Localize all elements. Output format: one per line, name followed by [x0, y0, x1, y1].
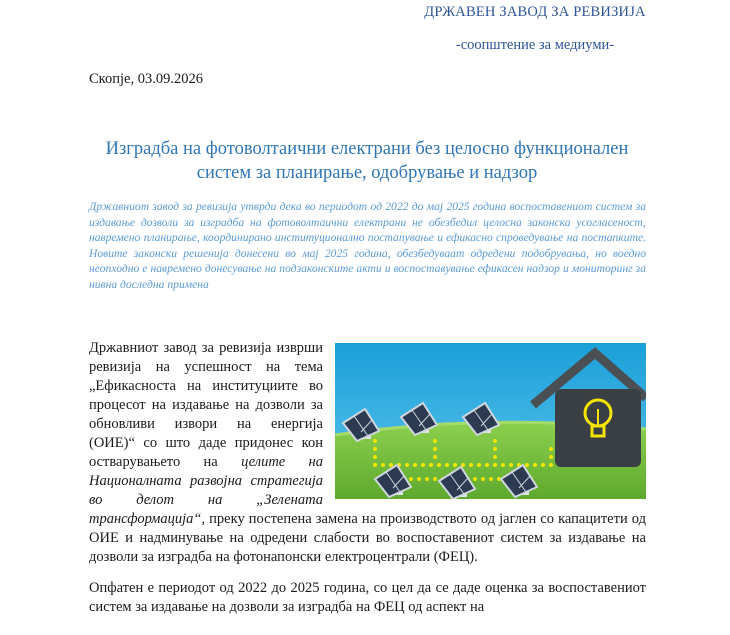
organization-name: ДРЖАВЕН ЗАВОД ЗА РЕВИЗИЈА — [424, 4, 646, 20]
body-text — [89, 339, 646, 617]
paragraph-1-italic: целите на Националната развојна стратегија во делот на „Зелената трансформација“ — [89, 454, 324, 527]
press-release-label: -соопштение за медиуми- — [455, 37, 615, 53]
paragraph-1-part-2: , преку постепена замена на производството од јаглен со капацитети од ОИЕ и надминување на одредени слабости во воспоставениот систем за издавање на дозволи за изградба на фотонапонски електроцентрали (ФЕЦ). — [89, 511, 646, 565]
summary-lead: Државниот завод за ревизија утврди дека во периодот од 2022 до мај 2025 година воспоставениот систем за издавање дозволи за изградба на фотоволтаични електрани не обезбедил целосна законска усогласеност, навремено планирање, координирано институционално постапување и ефикасно спроведување на постапките. Новите законски решенија донесени во мај 2025 година, обезбедуваат одредени подобрувања, но воедно неопходно е навремено донесување на подзаконските акти и воспоставување ефикасен надзор и мониторинг за нивна доследна примена — [89, 200, 646, 291]
paragraph-period: Опфатен е периодот од 2022 до 2025 година, со цел да се даде оценка за воспоставениот систем за издавање на дозволи за изградба на ФЕЦ од аспект на — [89, 580, 646, 615]
solar-panels-house-image — [335, 343, 646, 499]
solar-illustration — [335, 343, 646, 499]
paragraph-1-part-1: Државниот завод за ревизија изврши ревизија на успешност на тема „Ефикасноста на институциите во процесот на издавање на дозволи за обновливи извори на енергија (ОИЕ)“ со што даде придонес кон остварувањето на — [89, 340, 323, 470]
press-release-title: Изградба на фотоволтаични електрани без целосно функционален систем за планирање, одобрување и надзор — [105, 139, 629, 183]
date-line: Скопје, 03.09.2026 — [89, 71, 203, 87]
